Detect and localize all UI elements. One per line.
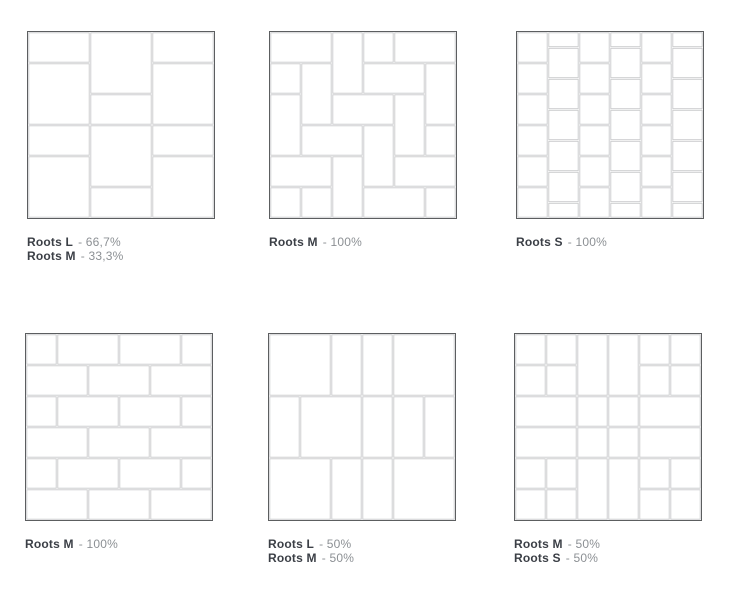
tile bbox=[580, 95, 609, 124]
tile bbox=[578, 397, 607, 426]
tile-layout-svg bbox=[26, 334, 212, 520]
tile bbox=[29, 64, 89, 124]
legend-line bbox=[514, 537, 704, 551]
tile bbox=[153, 157, 213, 217]
tile bbox=[611, 110, 640, 139]
tile bbox=[611, 172, 640, 201]
pattern-2-roots-m bbox=[269, 31, 459, 249]
tile-share: - 100% bbox=[78, 537, 118, 551]
tile bbox=[642, 188, 671, 217]
tile bbox=[271, 33, 331, 62]
pattern-5-roots-l-m bbox=[268, 333, 458, 565]
tile bbox=[91, 33, 151, 93]
tile bbox=[29, 33, 89, 62]
tile bbox=[395, 95, 424, 155]
tile bbox=[153, 126, 213, 155]
tile bbox=[395, 33, 455, 62]
tile bbox=[671, 366, 700, 395]
tile bbox=[363, 397, 392, 457]
tile bbox=[394, 459, 454, 519]
tile bbox=[580, 188, 609, 217]
tile-layout-diagram bbox=[27, 31, 215, 219]
tile bbox=[518, 64, 547, 93]
tile bbox=[395, 157, 455, 186]
tile bbox=[516, 366, 545, 395]
tile-name: Roots M bbox=[27, 249, 76, 263]
tile bbox=[91, 95, 151, 124]
tile bbox=[580, 33, 609, 62]
tile bbox=[271, 157, 331, 186]
tile bbox=[151, 366, 211, 395]
tile bbox=[332, 335, 361, 395]
pattern-legend bbox=[516, 235, 706, 249]
legend-line bbox=[268, 537, 458, 551]
tile bbox=[547, 459, 576, 488]
tile bbox=[363, 459, 392, 519]
tile bbox=[549, 172, 578, 201]
tile-share: - 50% bbox=[319, 537, 352, 551]
tile bbox=[120, 397, 180, 426]
tile-name: Roots L bbox=[27, 235, 74, 249]
tile bbox=[364, 126, 393, 186]
tile bbox=[91, 126, 151, 186]
legend-line bbox=[269, 235, 459, 249]
tile bbox=[640, 366, 669, 395]
tile bbox=[640, 397, 700, 426]
tile bbox=[673, 79, 702, 108]
tile bbox=[673, 172, 702, 201]
tile bbox=[640, 490, 669, 519]
tile bbox=[673, 141, 702, 170]
pattern-legend bbox=[269, 235, 459, 249]
tile bbox=[364, 64, 424, 93]
legend-line bbox=[27, 249, 217, 263]
tile bbox=[271, 64, 300, 93]
tile bbox=[547, 335, 576, 364]
tile bbox=[578, 335, 607, 395]
tile bbox=[580, 126, 609, 155]
tile bbox=[29, 126, 89, 155]
tile bbox=[89, 428, 149, 457]
tile bbox=[89, 366, 149, 395]
tile bbox=[91, 188, 151, 217]
tile bbox=[151, 428, 211, 457]
legend-line bbox=[25, 537, 215, 551]
tile bbox=[182, 397, 211, 426]
tile bbox=[426, 188, 455, 217]
tile bbox=[333, 157, 362, 217]
tile bbox=[270, 459, 330, 519]
tile bbox=[58, 335, 118, 364]
tile bbox=[302, 188, 331, 217]
tile-share: - 100% bbox=[567, 235, 607, 249]
tile bbox=[516, 459, 545, 488]
tile-share: - 66,7% bbox=[78, 235, 121, 249]
tile-name: Roots M bbox=[25, 537, 74, 551]
tile-layout-diagram bbox=[516, 31, 704, 219]
tile bbox=[271, 95, 300, 155]
tile bbox=[153, 64, 213, 124]
tile bbox=[364, 33, 393, 62]
tile-layout-svg bbox=[517, 32, 703, 218]
legend-line bbox=[27, 235, 217, 249]
tile bbox=[58, 397, 118, 426]
tile-layout-svg bbox=[270, 32, 456, 218]
tile bbox=[120, 335, 180, 364]
tile bbox=[516, 335, 545, 364]
tile-share: - 50% bbox=[565, 551, 599, 565]
legend-line bbox=[516, 235, 706, 249]
tile-name: Roots L bbox=[268, 537, 315, 551]
tile bbox=[516, 428, 576, 457]
tile-layout-diagram bbox=[25, 333, 213, 521]
tile bbox=[302, 64, 331, 124]
tile-layout-diagram bbox=[268, 333, 456, 521]
legend-line bbox=[514, 551, 704, 565]
tile bbox=[671, 490, 700, 519]
tile-name: Roots M bbox=[269, 235, 318, 249]
tile-layout-diagram bbox=[269, 31, 457, 219]
tile-layout-svg bbox=[28, 32, 214, 218]
tile bbox=[270, 397, 299, 457]
tile bbox=[642, 64, 671, 93]
tile bbox=[611, 33, 640, 47]
tile bbox=[333, 33, 362, 93]
tile bbox=[271, 188, 300, 217]
tile bbox=[549, 79, 578, 108]
tile bbox=[27, 335, 56, 364]
tile bbox=[673, 48, 702, 77]
pattern-legend bbox=[27, 235, 217, 263]
tile bbox=[302, 126, 362, 155]
tile-share: - 100% bbox=[322, 235, 362, 249]
tile bbox=[332, 459, 361, 519]
tile bbox=[642, 33, 671, 62]
tile-share: - 33,3% bbox=[80, 249, 124, 263]
tile bbox=[673, 203, 702, 217]
tile bbox=[426, 64, 455, 124]
tile bbox=[426, 126, 455, 155]
tile bbox=[549, 33, 578, 47]
tile bbox=[580, 157, 609, 186]
tile bbox=[518, 95, 547, 124]
pattern-legend bbox=[25, 537, 215, 551]
tile bbox=[394, 335, 454, 395]
tile bbox=[609, 335, 638, 395]
tile bbox=[27, 397, 56, 426]
tile bbox=[516, 490, 545, 519]
tile bbox=[642, 95, 671, 124]
pattern-1-roots-l-m bbox=[27, 31, 217, 263]
tile-share: - 50% bbox=[321, 551, 355, 565]
tile-name: Roots M bbox=[514, 537, 563, 551]
tile bbox=[394, 397, 423, 457]
tile bbox=[580, 64, 609, 93]
tile bbox=[89, 490, 149, 519]
pattern-6-roots-m-s bbox=[514, 333, 704, 565]
tile bbox=[364, 188, 424, 217]
tile bbox=[29, 157, 89, 217]
tile bbox=[578, 459, 607, 519]
tile-name: Roots M bbox=[268, 551, 317, 565]
tile-name: Roots S bbox=[514, 551, 561, 565]
tile bbox=[611, 48, 640, 77]
tile bbox=[611, 141, 640, 170]
tile bbox=[673, 110, 702, 139]
tile bbox=[640, 428, 700, 457]
tile bbox=[671, 335, 700, 364]
tile bbox=[151, 490, 211, 519]
tile bbox=[609, 459, 638, 519]
tile bbox=[642, 157, 671, 186]
tile bbox=[333, 95, 393, 124]
tile bbox=[27, 366, 87, 395]
tile bbox=[516, 397, 576, 426]
tile bbox=[518, 126, 547, 155]
tile bbox=[642, 126, 671, 155]
tile bbox=[611, 79, 640, 108]
tile bbox=[549, 141, 578, 170]
tile-layout-svg bbox=[269, 334, 455, 520]
legend-line bbox=[268, 551, 458, 565]
tile bbox=[120, 459, 180, 488]
pattern-legend bbox=[268, 537, 458, 565]
tile bbox=[27, 459, 56, 488]
tile-layout-svg bbox=[515, 334, 701, 520]
tile-layout-diagram bbox=[514, 333, 702, 521]
tile bbox=[671, 459, 700, 488]
tile bbox=[301, 397, 361, 457]
tile bbox=[640, 335, 669, 364]
tile bbox=[611, 203, 640, 217]
tile bbox=[609, 397, 638, 426]
tile bbox=[27, 428, 87, 457]
tile bbox=[182, 335, 211, 364]
tile bbox=[425, 397, 454, 457]
tile bbox=[549, 48, 578, 77]
tile bbox=[363, 335, 392, 395]
tile bbox=[578, 428, 607, 457]
tile-share: - 50% bbox=[567, 537, 601, 551]
tile bbox=[182, 459, 211, 488]
tile bbox=[270, 335, 330, 395]
tile bbox=[27, 490, 87, 519]
tile bbox=[518, 188, 547, 217]
tile bbox=[640, 459, 669, 488]
pattern-legend bbox=[514, 537, 704, 565]
tile bbox=[547, 490, 576, 519]
tile-name: Roots S bbox=[516, 235, 563, 249]
tile bbox=[518, 33, 547, 62]
tile bbox=[58, 459, 118, 488]
pattern-3-roots-s bbox=[516, 31, 706, 249]
tile bbox=[547, 366, 576, 395]
tile bbox=[609, 428, 638, 457]
tile bbox=[673, 33, 702, 47]
tile bbox=[153, 33, 213, 62]
pattern-4-roots-m bbox=[25, 333, 215, 551]
tile bbox=[549, 110, 578, 139]
tile bbox=[518, 157, 547, 186]
tile bbox=[549, 203, 578, 217]
